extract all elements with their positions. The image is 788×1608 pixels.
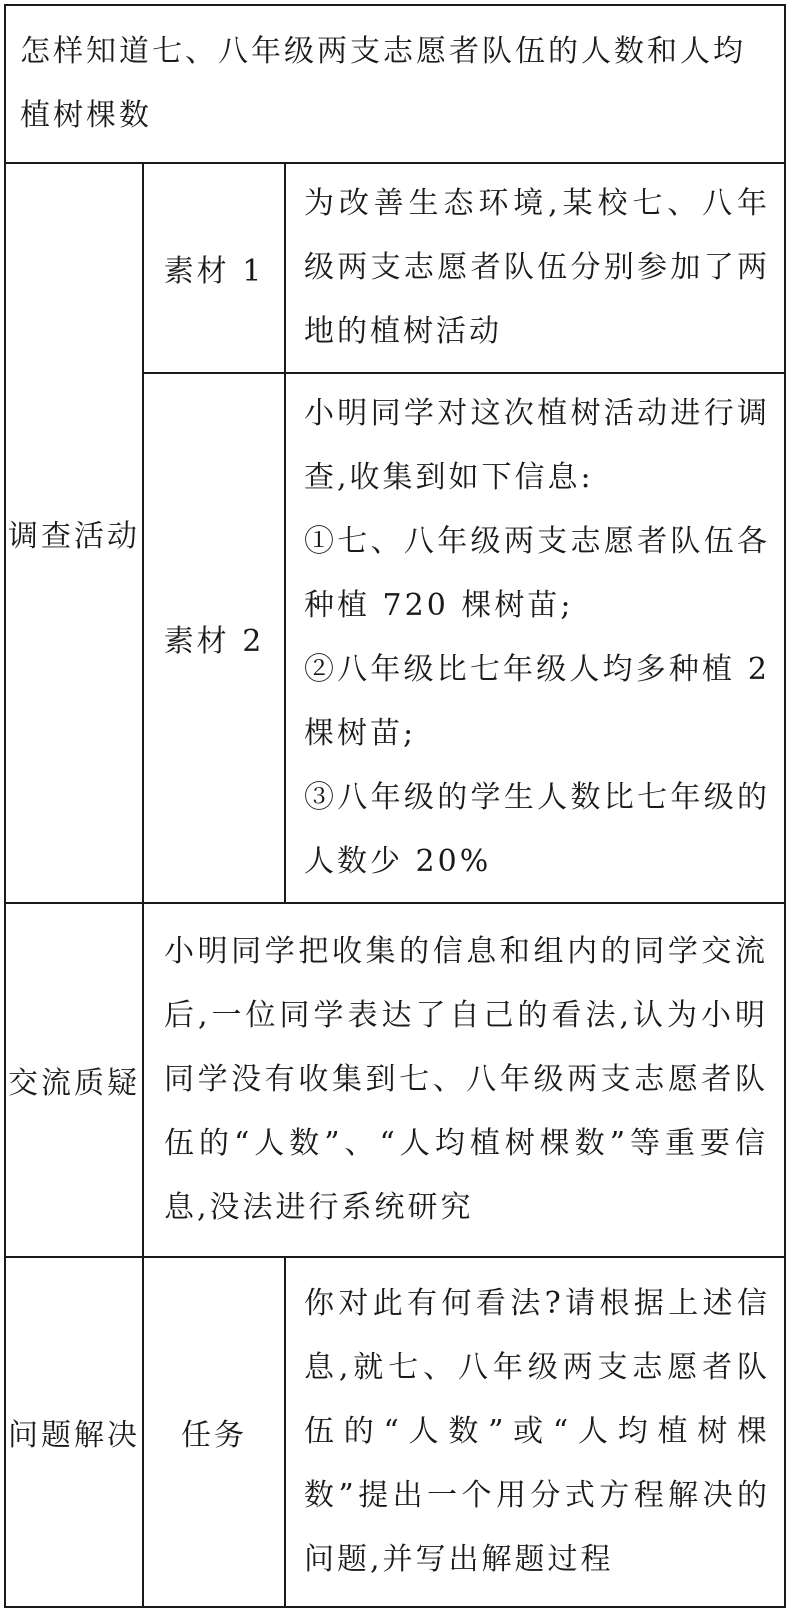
material1-label: 素材 1 xyxy=(143,163,285,373)
discussion-text: 小明同学把收集的信息和组内的同学交流后,一位同学表达了自己的看法,认为小明同学没有收集到七、八年级两支志愿者队伍的“人数”、“人均植树棵数”等重要信息,没法进行系统研究 xyxy=(143,903,785,1257)
discussion-row xyxy=(5,903,785,1257)
material2-intro: 小明同学对这次植树活动进行调查,收集到如下信息: xyxy=(304,396,771,495)
material2-item-2: ②八年级比七年级人均多种植 2 棵树苗; xyxy=(304,652,771,751)
task-label: 任务 xyxy=(143,1257,285,1607)
survey-activity-label: 调查活动 xyxy=(5,163,143,903)
material1-row xyxy=(5,163,785,373)
activity-table xyxy=(4,4,786,1608)
solution-label: 问题解决 xyxy=(5,1257,143,1607)
material1-text: 为改善生态环境,某校七、八年级两支志愿者队伍分别参加了两地的植树活动 xyxy=(285,163,785,373)
title-row xyxy=(5,5,785,163)
solution-row xyxy=(5,1257,785,1607)
task-text: 你对此有何看法?请根据上述信息,就七、八年级两支志愿者队伍的“人数”或“人均植树棵数”提出一个用分式方程解决的问题,并写出解题过程 xyxy=(285,1257,785,1607)
material2-content xyxy=(285,373,785,903)
table-title: 怎样知道七、八年级两支志愿者队伍的人数和人均植树棵数 xyxy=(5,5,785,163)
material2-label: 素材 2 xyxy=(143,373,285,903)
material2-item-1: ①七、八年级两支志愿者队伍各种植 720 棵树苗; xyxy=(304,524,771,623)
material2-item-3: ③八年级的学生人数比七年级的人数少 20% xyxy=(304,780,771,879)
discussion-label: 交流质疑 xyxy=(5,903,143,1257)
